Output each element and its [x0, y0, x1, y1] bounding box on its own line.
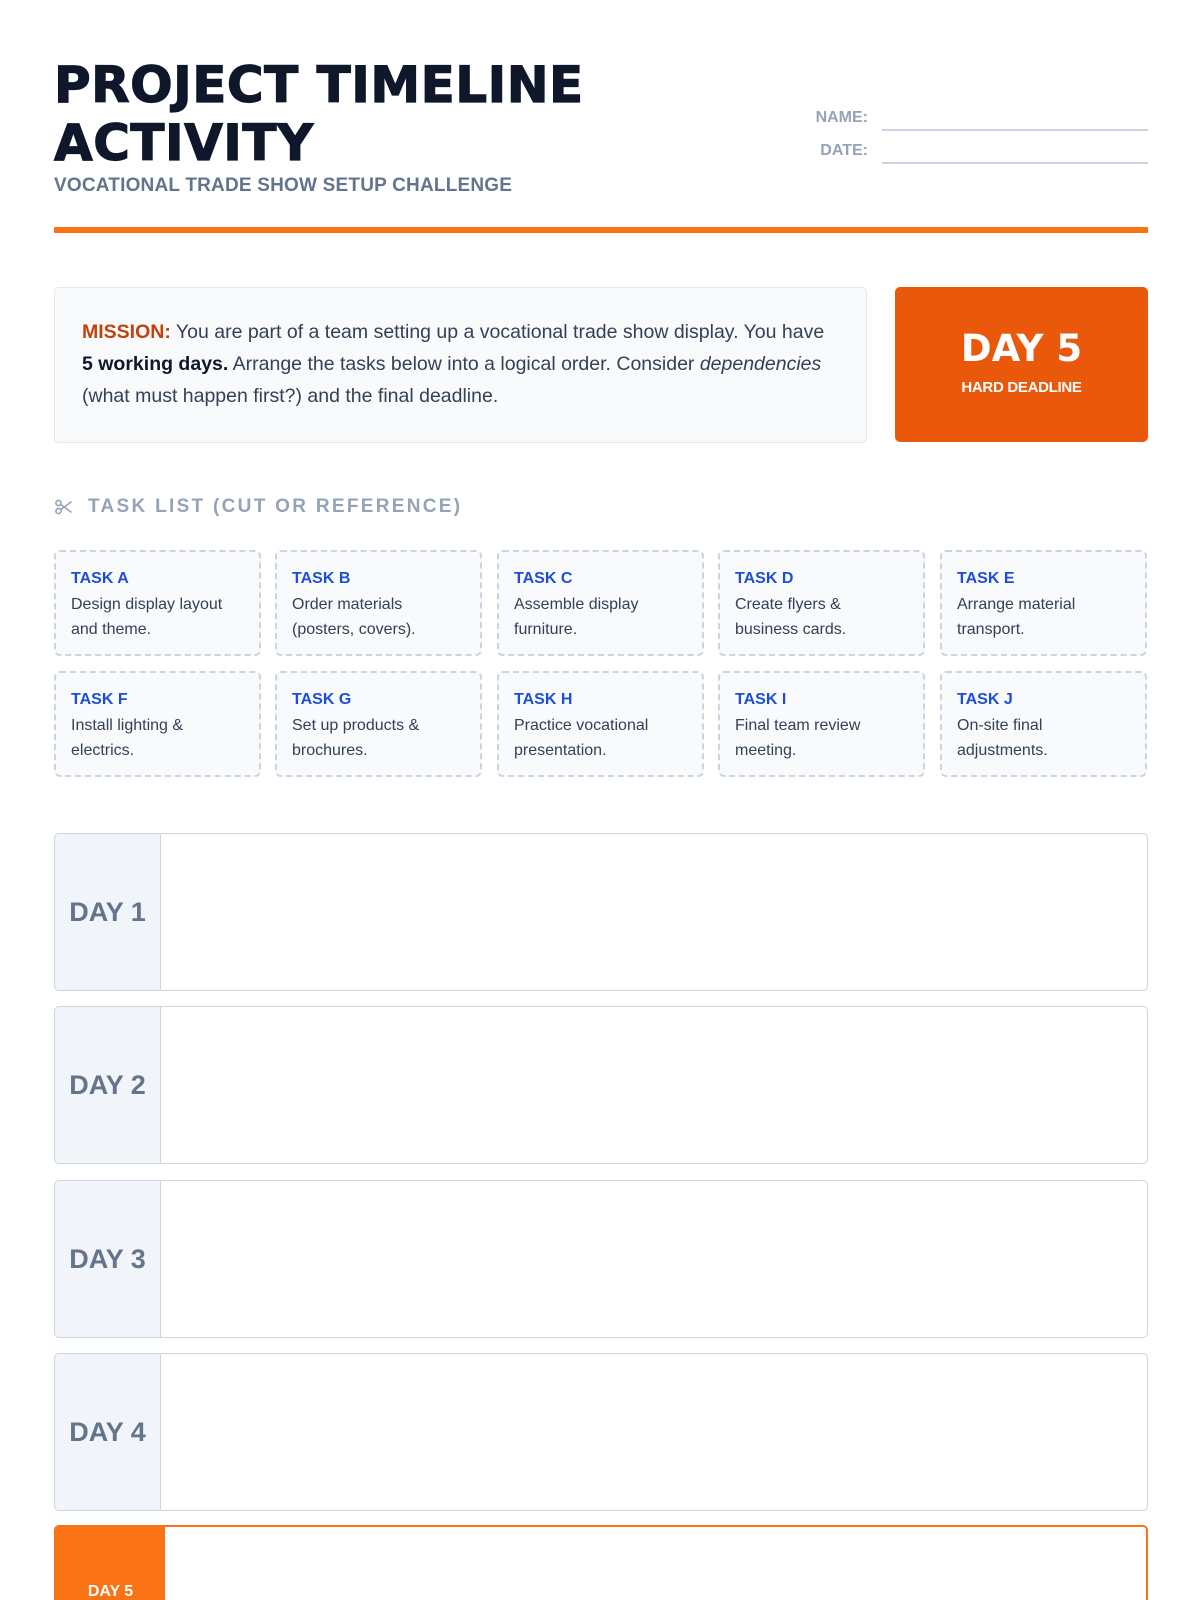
page-subtitle: VOCATIONAL TRADE SHOW SETUP CHALLENGE	[54, 175, 513, 196]
date-row	[808, 131, 1148, 164]
task-id: TASK A	[71, 570, 129, 587]
task-id: TASK D	[735, 570, 794, 587]
task-list-title: TASK LIST (CUT OR REFERENCE)	[88, 496, 463, 517]
task-card[interactable]	[275, 550, 482, 656]
task-id: TASK B	[292, 570, 351, 587]
task-id: TASK F	[71, 691, 128, 708]
task-description: Set up products & brochures.	[292, 717, 420, 759]
task-id: TASK H	[514, 691, 573, 708]
day-row-1[interactable]	[54, 833, 1148, 991]
day-task-area[interactable]	[164, 1527, 1146, 1600]
scissors-icon	[54, 497, 74, 517]
task-card[interactable]	[54, 671, 261, 777]
mission-bold: 5 working days.	[82, 353, 229, 375]
mission-text-3: (what must happen first?) and the final deadline.	[82, 385, 499, 407]
page-title: PROJECT TIMELINE ACTIVITY	[54, 56, 584, 172]
task-description: Arrange material transport.	[957, 596, 1076, 638]
task-card[interactable]	[54, 550, 261, 656]
day-task-area[interactable]	[163, 1007, 1147, 1163]
student-info	[808, 98, 1148, 164]
mission-text-1: You are part of a team setting up a vocational trade show display. You have	[170, 321, 825, 343]
task-description: Design display layout and theme.	[71, 596, 223, 638]
day-task-area[interactable]	[163, 834, 1147, 990]
task-description: Create flyers & business cards.	[735, 596, 847, 638]
task-description: Install lighting & electrics.	[71, 717, 184, 759]
day-label: DAY 5	[56, 1527, 165, 1600]
task-card[interactable]	[275, 671, 482, 777]
name-row	[808, 98, 1148, 131]
task-id: TASK E	[957, 570, 1015, 587]
mission-label: MISSION:	[82, 321, 171, 343]
task-description: Assemble display furniture.	[514, 596, 639, 638]
task-id: TASK J	[957, 691, 1013, 708]
day-label: DAY 2	[55, 1007, 161, 1163]
day-label: DAY 3	[55, 1181, 161, 1337]
day-row-2[interactable]	[54, 1006, 1148, 1164]
name-label: NAME:	[815, 109, 868, 126]
task-id: TASK G	[292, 691, 352, 708]
task-description: Final team review meeting.	[735, 717, 861, 759]
date-field[interactable]	[882, 140, 1148, 164]
mission-text-2: Arrange the tasks below into a logical order. Consider	[228, 353, 700, 375]
task-card[interactable]	[718, 550, 925, 656]
mission-section	[54, 287, 1148, 443]
task-description: Practice vocational presentation.	[514, 717, 649, 759]
day-task-area[interactable]	[163, 1181, 1147, 1337]
day-label: DAY 4	[55, 1354, 161, 1510]
task-card[interactable]	[497, 671, 704, 777]
task-list-heading	[54, 496, 462, 518]
task-id: TASK C	[514, 570, 573, 587]
task-card[interactable]	[497, 550, 704, 656]
day-label: DAY 1	[55, 834, 161, 990]
day-task-area[interactable]	[163, 1354, 1147, 1510]
day-row-3[interactable]	[54, 1180, 1148, 1338]
name-field[interactable]	[882, 107, 1148, 131]
day-row-5[interactable]	[54, 1525, 1148, 1600]
deadline-badge	[895, 287, 1148, 442]
task-description: Order materials (posters, covers).	[292, 596, 416, 638]
task-id: TASK I	[735, 691, 787, 708]
task-description: On-site final adjustments.	[957, 717, 1048, 759]
deadline-label: HARD DEADLINE	[961, 379, 1082, 396]
worksheet-header	[54, 0, 1148, 236]
task-card[interactable]	[940, 671, 1147, 777]
day-row-4[interactable]	[54, 1353, 1148, 1511]
task-card[interactable]	[718, 671, 925, 777]
mission-italic: dependencies	[699, 353, 822, 375]
worksheet-page	[54, 0, 1148, 1600]
mission-box	[54, 287, 867, 443]
date-label: DATE:	[820, 142, 868, 159]
deadline-day: DAY 5	[960, 327, 1083, 370]
header-divider	[54, 227, 1148, 233]
task-card[interactable]	[940, 550, 1147, 656]
